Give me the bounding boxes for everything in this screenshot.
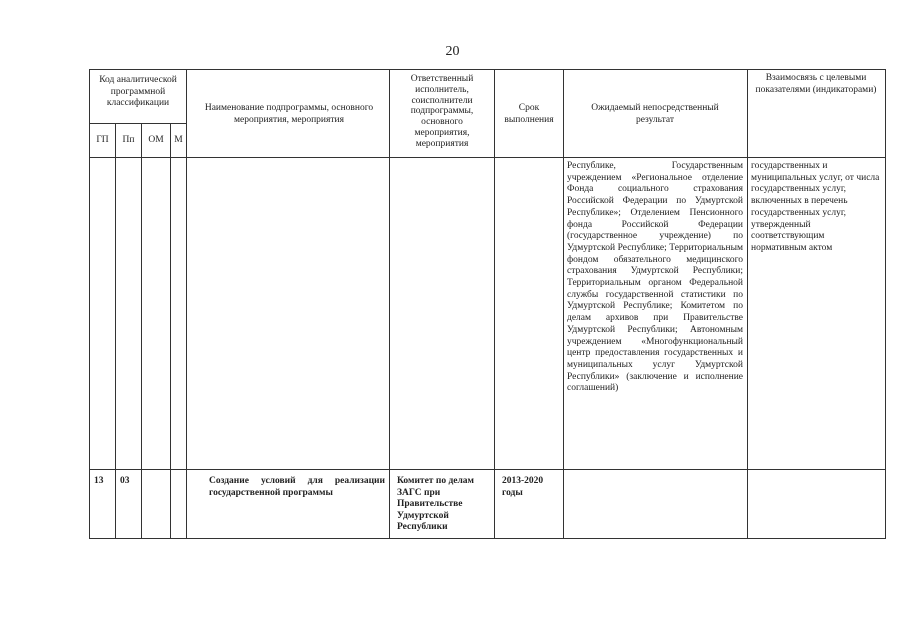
col-border-name [389, 69, 390, 539]
program-table [89, 69, 886, 539]
row1-relation: государственных и муниципальных услуг, от числа государственных услуг, включенных в перечень государственных услуг, утвержденный соответствующим нормативным актом [751, 161, 880, 253]
header-om: ОМ [148, 135, 164, 145]
row2-responsible: Комитет по делам ЗАГС при Правительстве Удмуртской Республики [397, 476, 475, 532]
header-relation: Взаимосвязь с целевыми показателями (индикаторами) [755, 73, 877, 95]
col-border-om [170, 123, 171, 539]
table-bottom-border [89, 538, 886, 539]
header-pp: Пп [122, 135, 135, 145]
row2-term: 2013-2020 годы [502, 476, 544, 498]
header-m: М [174, 135, 183, 145]
col-border-code [186, 69, 187, 539]
header-result: Ожидаемый непосредственный результат [591, 103, 719, 125]
code-group-divider [89, 123, 186, 124]
col-border-gp [115, 123, 116, 539]
page-number: 20 [445, 44, 460, 59]
col-border-responsible [494, 69, 495, 539]
row2-gp: 13 [94, 476, 104, 486]
header-name: Наименование подпрограммы, основного мероприятия, мероприятия [204, 103, 374, 125]
row1-result: Республике, Государственным учреждением «Региональное отделение Фонда социального страхования Российской Федерации по Удмуртской Республике»; Отделением Пенсионного фонда Российской Федерации (государственное учреждение) по Удмуртской Республике; Территориальным фондом обязательного медицинского страхования Удмуртской Республики; Территориальным органом Федеральной службы государственной статистики по Удмуртской Республике; Комитетом по делам архивов при Правительстве Удмуртской Республики; Автономным учреждением «Многофункциональный центр предоставления государственных и муниципальных услуг Удмуртской Республики» (заключение и исполнение соглашений) [567, 161, 743, 394]
header-responsible: Ответственный исполнитель, соисполнители подпрограммы, основного мероприятия, мероприятия [410, 74, 474, 149]
header-bottom-border [89, 157, 886, 158]
table-top-border [89, 69, 886, 70]
header-gp: ГП [96, 135, 109, 145]
row2-pp: 03 [120, 476, 130, 486]
col-border-pp [141, 123, 142, 539]
col-border-result [747, 69, 748, 539]
col-border-term [563, 69, 564, 539]
col-border-right [885, 69, 886, 539]
header-term: Срок выполнения [504, 103, 554, 125]
row-divider [89, 469, 886, 470]
header-code-group: Код аналитической программной классификации [99, 75, 177, 108]
row2-name: Создание условий для реализации государственной программы [209, 476, 385, 498]
